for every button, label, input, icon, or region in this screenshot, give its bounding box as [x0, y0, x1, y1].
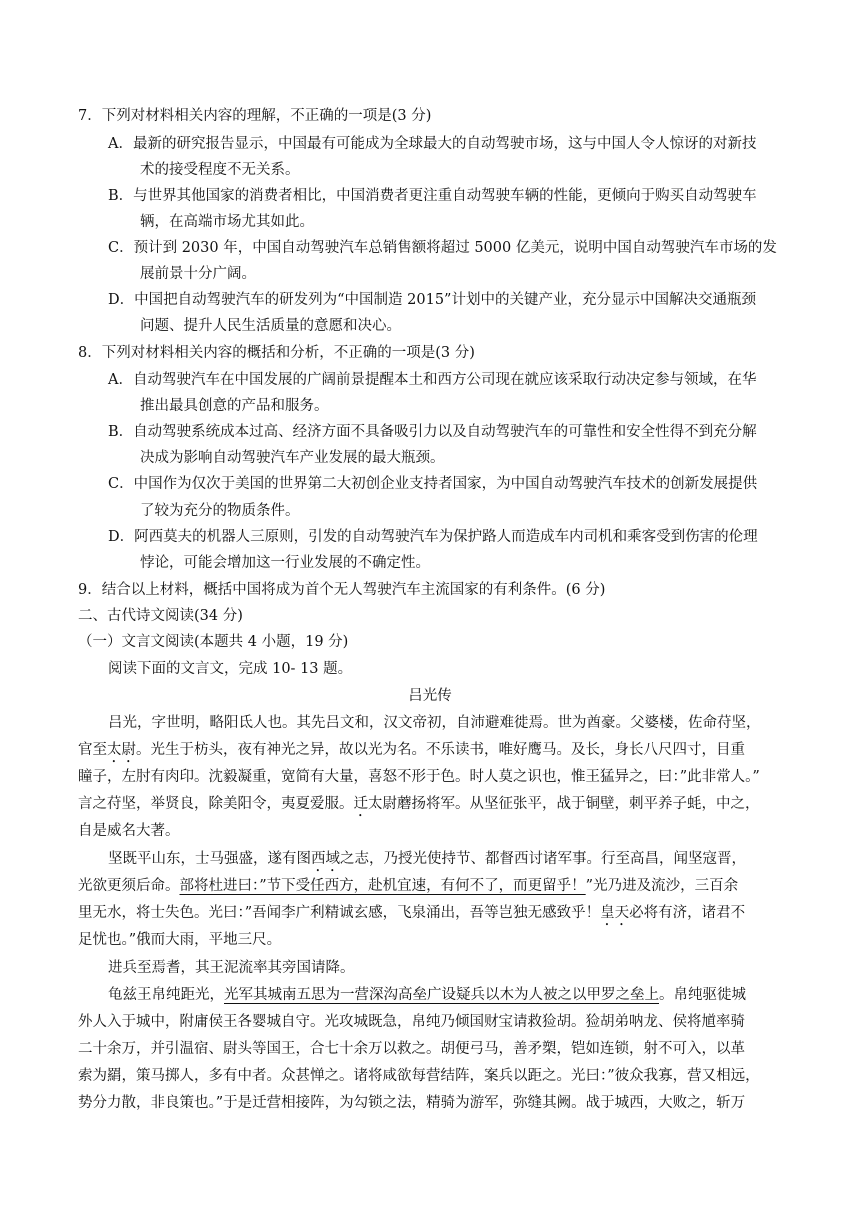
q8-option-d-cont: 悖论，可能会增加这一行业发展的不确定性。	[140, 555, 430, 571]
text-line: 光欲更须后命。部将杜进曰：”节下受任西方，赴机宜速，有何不了，而更留乎！”光乃进及流沙，三百余	[78, 878, 739, 894]
essay-title: 吕光传	[408, 688, 452, 704]
text-line: 瞳子，左肘有肉印。沈毅凝重，宽简有大量，喜怒不形于色。时人莫之识也，惟王猛异之，曰：”此非常人。”	[78, 769, 760, 785]
section-heading: 二、古代诗文阅读(34 分)	[78, 608, 243, 624]
q7-option-d: D．中国把自动驾驶汽车的研发列为“中国制造 2015”计划中的关键产业，充分显示中国解决交通瓶颈	[108, 292, 756, 308]
text-line: 里无水，将士失色。光曰：”吾闻李广利精诚玄感，飞泉涌出，吾等岂独无感致乎！皇天必将有济，诸君不	[78, 905, 746, 921]
q7-option-c: C．预计到 2030 年，中国自动驾驶汽车总销售额将超过 5000 亿美元，说明中国自动驾驶汽车市场的发	[108, 240, 777, 256]
emphasized-term: 太尉	[107, 742, 136, 758]
q7-option-a-cont: 术的接受程度不无关系。	[140, 162, 300, 178]
underlined-sentence: 光军其城南五思为一营深沟高垒广设疑兵以木为人被之以甲罗之垒上	[224, 987, 659, 1003]
text-line: 足忧也。”俄而大雨，平地三尺。	[78, 932, 282, 948]
text-line: 官至太尉。光生于枋头，夜有神光之异，故以光为名。不乐读书，唯好鹰马。及长，身长八尺四寸，目重	[78, 742, 745, 758]
q8-option-b: B．自动驾驶系统成本过高、经济方面不具备吸引力以及自动驾驶汽车的可靠性和安全性得不到充分解	[108, 424, 757, 440]
underlined-sentence: 部将杜进曰：”节下受任西方，赴机宜速，有何不了，而更留乎！	[179, 878, 586, 894]
q7-option-a: A．最新的研究报告显示，中国最有可能成为全球最大的自动驾驶市场，这与中国人令人惊讶的对新技	[108, 136, 757, 152]
q8-option-d: D．阿西莫夫的机器人三原则，引发的自动驾驶汽车为保护路人而造成车内司机和乘客受到伤害的伦理	[108, 529, 758, 545]
text-line: 索为羂，策马掷人，多有中者。众甚惮之。诸将咸欲每营结阵，案兵以距之。光曰：”彼众我寡，营又相远，	[78, 1068, 760, 1084]
q8-option-c: C．中国作为仅次于美国的世界第二大初创企业支持者国家，为中国自动驾驶汽车技术的创新发展提供	[108, 476, 758, 492]
text-line: 外人入于城中，附庸侯王各婴城自守。光攻城既急，帛纯乃倾国财宝请救猃胡。猃胡弟呐龙、侯将馗率骑	[78, 1014, 745, 1030]
q8-option-a-cont: 推出最具创意的产品和服务。	[140, 398, 329, 414]
text-line: 二十余万，并引温宿、尉头等国王，合七十余万以救之。胡便弓马，善矛槊，铠如连锁，射不可入，以革	[78, 1041, 745, 1057]
subsection-heading: （一）文言文阅读(本题共 4 小题，19 分)	[78, 634, 349, 650]
emphasized-term: 皇天	[600, 905, 630, 921]
q8-option-b-cont: 决成为影响自动驾驶汽车产业发展的最大瓶颈。	[140, 450, 445, 466]
emphasized-term: 迁	[353, 796, 368, 812]
text-line: 进兵至焉耆，其王泥流率其旁国请降。	[108, 960, 355, 976]
text-line: 言之苻坚，举贤良，除美阳令，夷夏爱服。迁太尉蘑扬将军。从坚征张平，战于铜壁，刺平养子蚝，中之，	[78, 796, 760, 812]
q8-option-a: A．自动驾驶汽车在中国发展的广阔前景提醒本土和西方公司现在就应该采取行动决定参与领域，在华	[108, 372, 757, 388]
text-line: 吕光，字世明，略阳氐人也。其先吕文和，汉文帝初，自沛避难徙焉。世为酋豪。父婆楼，佐命苻坚，	[108, 715, 761, 731]
question-7-stem: 7．下列对材料相关内容的理解，不正确的一项是(3 分)	[78, 108, 432, 124]
q7-option-b-cont: 辆，在高端市场尤其如此。	[140, 214, 314, 230]
q7-option-d-cont: 问题、提升人民生活质量的意愿和决心。	[140, 318, 401, 334]
text-line: 龟兹王帛纯距光，光军其城南五思为一营深沟高垒广设疑兵以木为人被之以甲罗之垒上。帛纯驱徙城	[108, 987, 746, 1003]
text-line: 坚既平山东，士马强盛，遂有图西域之志，乃授光使持节、都督西讨诸军事。行至高昌，闻坚寇晋，	[108, 851, 746, 867]
emphasized-term: 西域	[311, 851, 340, 867]
q7-option-b: B．与世界其他国家的消费者相比，中国消费者更注重自动驾驶车辆的性能，更倾向于购买自动驾驶车	[108, 188, 757, 204]
text-line: 势分力散，非良策也。”于是迁营相接阵，为勾锁之法，精骑为游军，弥缝其阙。战于城西，大败之，斩万	[78, 1095, 746, 1111]
question-8-stem: 8．下列对材料相关内容的概括和分析，不正确的一项是(3 分)	[78, 345, 475, 361]
q7-option-c-cont: 展前景十分广阔。	[140, 266, 256, 282]
text-line: 自是威名大著。	[78, 823, 180, 839]
question-9: 9．结合以上材料，概括中国将成为首个无人驾驶汽车主流国家的有利条件。(6 分)	[78, 582, 606, 598]
reading-instruction: 阅读下面的文言文，完成 10- 13 题。	[108, 661, 353, 677]
q8-option-c-cont: 了较为充分的物质条件。	[140, 503, 300, 519]
